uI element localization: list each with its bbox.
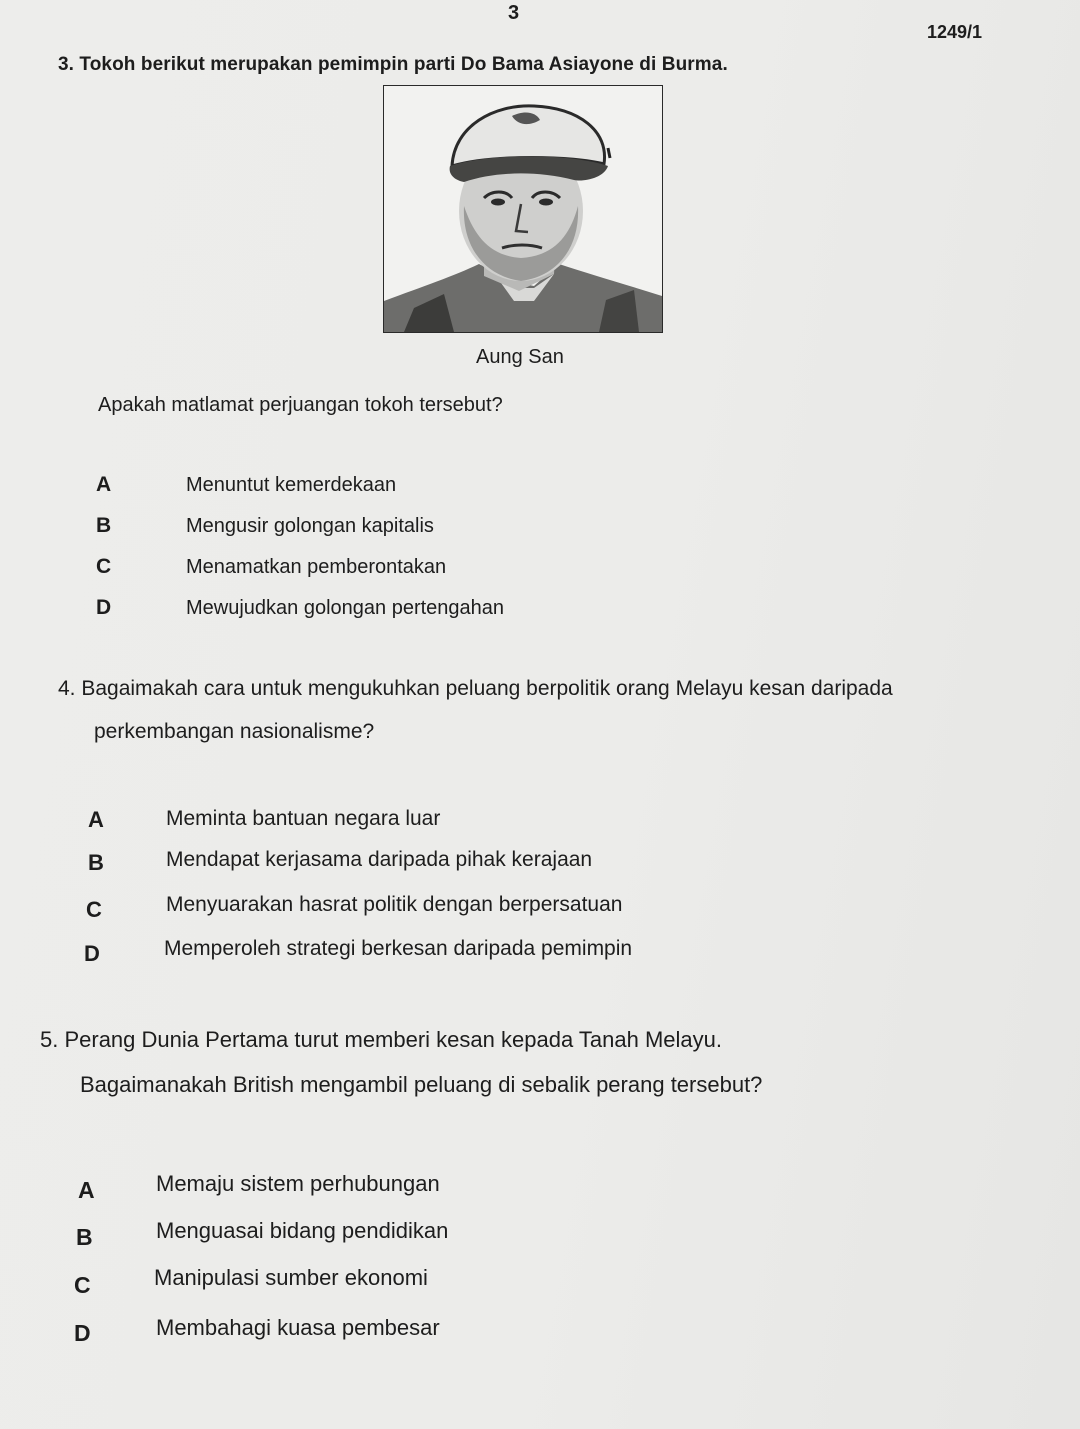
q3-option-a-letter: A <box>96 473 112 496</box>
q4-option-d-text: Memperoleh strategi berkesan daripada pemimpin <box>164 937 633 960</box>
q4-option-b-text: Mendapat kerjasama daripada pihak kerajaan <box>166 848 593 871</box>
question-4-stem-line2: perkembangan nasionalisme? <box>94 720 375 743</box>
q4-option-d-letter: D <box>84 941 100 966</box>
question-4-stem-line1: 4. Bagaimakah cara untuk mengukuhkan peluang berpolitik orang Melayu kesan daripada <box>58 677 893 700</box>
question-5-stem-line1: 5. Perang Dunia Pertama turut memberi kesan kepada Tanah Melayu. <box>40 1027 722 1052</box>
q3-option-d-text: Mewujudkan golongan pertengahan <box>186 597 505 619</box>
portrait-image <box>383 85 663 333</box>
question-3-prompt: Apakah matlamat perjuangan tokoh tersebut? <box>98 394 503 416</box>
question-3-stem: 3. Tokoh berikut merupakan pemimpin parti Do Bama Asiayone di Burma. <box>58 54 728 75</box>
q4-option-b-letter: B <box>88 850 104 875</box>
q5-option-b-letter: B <box>76 1224 93 1250</box>
q4-option-a-text: Meminta bantuan negara luar <box>166 807 441 830</box>
paper-code: 1249/1 <box>927 22 983 42</box>
q5-option-b-text: Menguasai bidang pendidikan <box>156 1218 449 1243</box>
page-number: 3 <box>508 2 520 24</box>
q3-option-c-letter: C <box>96 555 112 578</box>
q5-option-d-text: Membahagi kuasa pembesar <box>156 1315 440 1340</box>
q3-option-d-letter: D <box>96 596 112 619</box>
q5-option-a-text: Memaju sistem perhubungan <box>156 1171 440 1196</box>
q3-option-c-text: Menamatkan pemberontakan <box>186 556 447 578</box>
q3-option-a-text: Menuntut kemerdekaan <box>186 474 397 496</box>
question-5-stem-line2: Bagaimanakah British mengambil peluang di sebalik perang tersebut? <box>80 1072 763 1097</box>
q5-option-c-text: Manipulasi sumber ekonomi <box>154 1265 428 1290</box>
q4-option-a-letter: A <box>88 807 104 832</box>
q3-option-b-letter: B <box>96 514 112 537</box>
q3-option-b-text: Mengusir golongan kapitalis <box>186 515 434 537</box>
q5-option-c-letter: C <box>74 1272 91 1298</box>
q5-option-d-letter: D <box>74 1320 91 1346</box>
image-caption: Aung San <box>476 346 564 368</box>
q4-option-c-text: Menyuarakan hasrat politik dengan berpersatuan <box>166 893 623 916</box>
q4-option-c-letter: C <box>86 897 102 922</box>
q5-option-a-letter: A <box>78 1177 95 1203</box>
